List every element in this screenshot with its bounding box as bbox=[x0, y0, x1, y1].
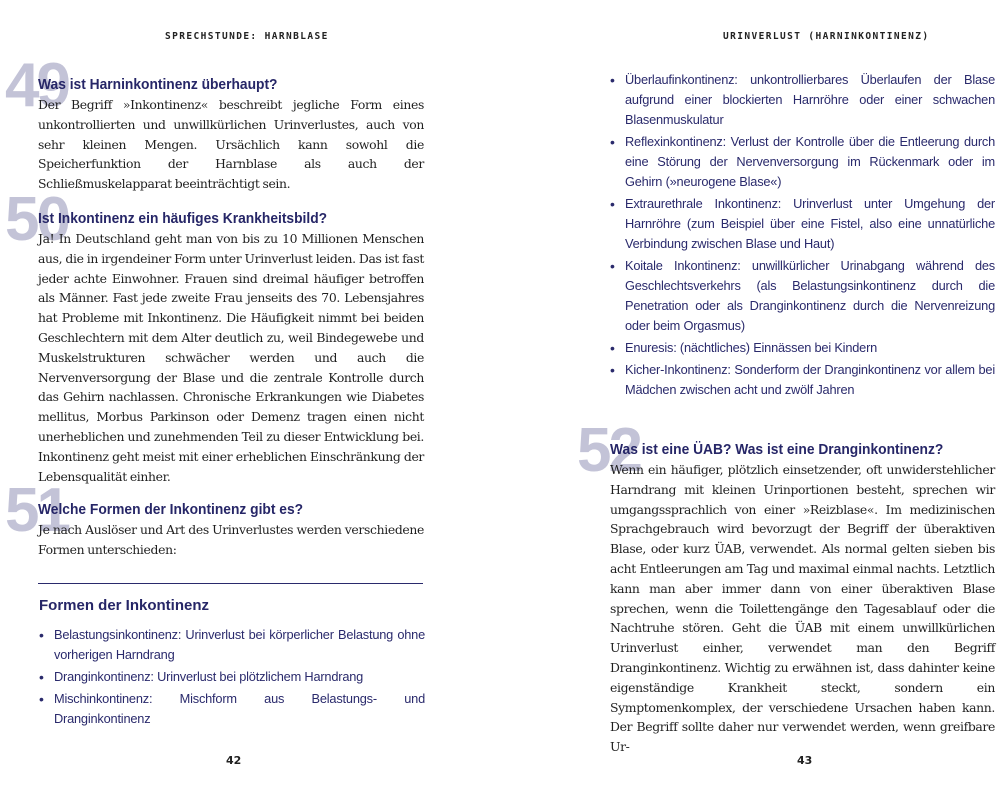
question-title: Was ist eine ÜAB? Was ist eine Dranginkontinenz? bbox=[610, 441, 944, 458]
question-52 bbox=[577, 416, 995, 757]
page-number: 43 bbox=[797, 754, 813, 767]
list-item: • Extraurethrale Inkontinenz: Urinverlust unter Umgehung der Harnröhre (zum Beispiel über eine Fistel, also eine unnatürliche Verbindung zwischen Blase und Haut) bbox=[610, 194, 995, 254]
box-divider bbox=[38, 583, 423, 584]
page-number: 42 bbox=[226, 754, 242, 767]
forms-box bbox=[39, 625, 425, 729]
question-title: Ist Inkontinenz ein häufiges Krankheitsbild? bbox=[38, 210, 328, 227]
question-number: 52 bbox=[577, 416, 640, 485]
list-item: • Mischinkontinenz: Mischform aus Belastungs- und Dranginkontinenz bbox=[39, 689, 425, 729]
list-item: • Kicher-Inkontinenz: Sonderform der Dranginkontinenz vor allem bei Mädchen zwischen acht und zwölf Jahren bbox=[610, 360, 995, 400]
running-head: URINVERLUST (HARNINKONTINENZ) bbox=[723, 31, 930, 42]
question-50 bbox=[5, 185, 424, 486]
question-number: 51 bbox=[5, 476, 68, 545]
running-head: SPRECHSTUNDE: HARNBLASE bbox=[165, 31, 329, 42]
question-number: 49 bbox=[5, 51, 68, 120]
answer-text: Je nach Auslöser und Art des Urinverlustes werden verschiedene Formen unterschieden: bbox=[38, 522, 424, 557]
forms-list bbox=[39, 625, 425, 729]
forms-list bbox=[610, 70, 995, 400]
question-title: Was ist Harninkontinenz überhaupt? bbox=[38, 76, 278, 93]
right-page bbox=[500, 0, 1000, 800]
list-item: • Belastungsinkontinenz: Urinverlust bei körperlicher Belastung ohne vorherigen Harndrang bbox=[39, 625, 425, 665]
list-item: • Koitale Inkontinenz: unwillkürlicher Urinabgang während des Geschlechtsverkehrs (als Belastungsinkontinenz durch die Penetration oder als Dranginkontinenz durch die Nervenreizung oder beim Orgasmus) bbox=[610, 256, 995, 336]
forms-list-continued bbox=[610, 70, 995, 400]
list-item: • Reflexinkontinenz: Verlust der Kontrolle über die Entleerung durch eine Störung der Nervenversorgung im Rückenmark oder im Gehirn (»neurogene Blase«) bbox=[610, 132, 995, 192]
list-item: • Dranginkontinenz: Urinverlust bei plötzlichem Harndrang bbox=[39, 667, 425, 687]
answer-text: Wenn ein häufiger, plötzlich einsetzender, oft unwiderstehlicher Harndrang mit kleinen Urinportionen besteht, sprechen wir umgangssprachlich von einer »Reizblase«. Im medizinischen Sprachgebrauch wird bevorzugt der Begriff der überaktiven Blase, oder kurz ÜAB, verwendet. Als normal gelten sieben bis acht Entleerungen am Tag und maximal einmal nachts. Letztlich kann man aber immer dann von einer überaktiven Blase sprechen, wenn die Toilettengänge den Tagesablauf oder die Nachtruhe stören. Geht die ÜAB mit einem unwillkürlichen Urinverlust einher, verwendet man den Begriff Dranginkontinenz. Wichtig zu erwähnen ist, dass dahinter keine eigenständige Krankheit steckt, sondern ein Symptomenkomplex, der verschiedene Ursachen haben kann. Der Begriff sollte daher nur verwendet werden, wenn greifbare Ur- bbox=[610, 462, 995, 755]
question-51 bbox=[5, 476, 424, 560]
question-title: Welche Formen der Inkontinenz gibt es? bbox=[38, 501, 304, 518]
list-item: • Überlaufinkontinenz: unkontrollierbares Überlaufen der Blase aufgrund einer blockierten Harnröhre oder einer schwachen Blasenmuskulatur bbox=[610, 70, 995, 130]
question-number: 50 bbox=[5, 185, 68, 254]
answer-text: Ja! In Deutschland geht man von bis zu 10 Millionen Menschen aus, die in irgendeiner Form unter Urinverlust leiden. Das ist fast jeder achte Einwohner. Frauen sind dreimal häufiger betroffen als Männer. Fast jede zweite Frau jenseits des 70. Lebensjahres hat Probleme mit Inkontinenz. Die Häufigkeit nimmt bei beiden Geschlechtern mit dem Alter deutlich zu, weil Bindegewebe und Muskelstrukturen schwächer werden und auch die Nervenversorgung der Blase und die zentrale Kontrolle durch das Gehirn nachlassen. Chronische Erkrankungen wie Diabetes mellitus, Morbus Parkinson oder Demenz tragen einen nicht unerheblichen und zunehmenden Teil zu dieser Entwicklung bei. Inkontinenz geht meist mit einer erheblichen Einschränkung der Lebensqualität einher. bbox=[38, 231, 424, 484]
answer-text: Der Begriff »Inkontinenz« beschreibt jegliche Form eines unkontrollierten und unwillkürlichen Urinverlustes, auch von sehr kleinen Mengen. Ursächlich kann sowohl die Speicherfunktion der Harnblase als auch der Schließmuskelapparat beeinträchtigt sein. bbox=[38, 97, 424, 192]
box-title: Formen der Inkontinenz bbox=[39, 597, 210, 614]
list-item: • Enuresis: (nächtliches) Einnässen bei Kindern bbox=[610, 338, 995, 358]
question-49 bbox=[5, 51, 424, 194]
